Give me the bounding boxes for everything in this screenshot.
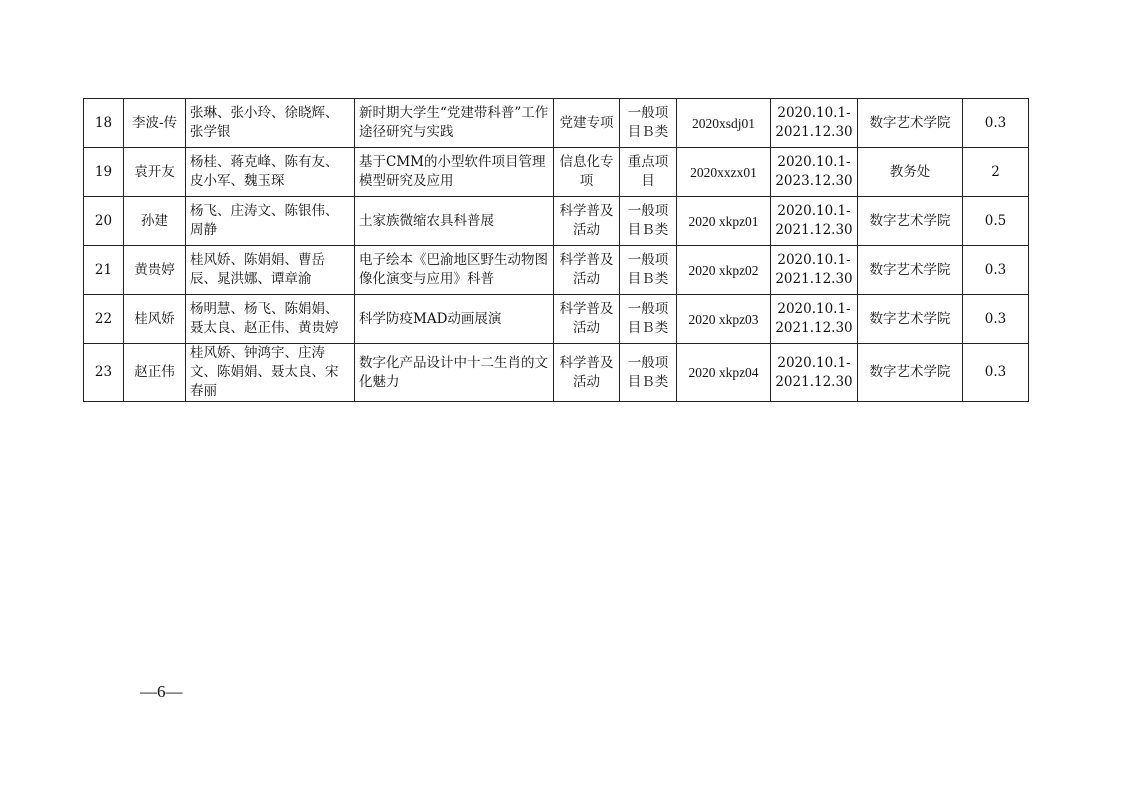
cell-level: 一般项目Ｂ类 [620,197,677,246]
cell-members: 杨明慧、杨飞、陈娟娟、聂太良、赵正伟、黄贵婷 [186,295,355,344]
cell-level: 一般项目Ｂ类 [620,246,677,295]
cell-code: 2020 xkpz04 [677,344,771,402]
cell-period: 2020.10.1-2023.12.30 [771,148,858,197]
cell-category: 信息化专项 [554,148,620,197]
cell-period: 2020.10.1-2021.12.30 [771,99,858,148]
cell-no: 19 [84,148,124,197]
cell-members: 杨桂、蒋克峰、陈有友、皮小军、魏玉琛 [186,148,355,197]
cell-unit: 数字艺术学院 [858,246,963,295]
cell-unit: 数字艺术学院 [858,344,963,402]
table-row [84,295,1029,344]
cell-period: 2020.10.1-2021.12.30 [771,344,858,402]
cell-no: 20 [84,197,124,246]
cell-members: 桂风娇、陈娟娟、曹岳辰、晁洪娜、谭章渝 [186,246,355,295]
cell-code: 2020 xkpz02 [677,246,771,295]
cell-no: 21 [84,246,124,295]
cell-funding: 0.3 [963,246,1029,295]
cell-code: 2020 xkpz03 [677,295,771,344]
cell-title: 数字化产品设计中十二生肖的文化魅力 [355,344,554,402]
cell-level: 一般项目Ｂ类 [620,99,677,148]
cell-title: 土家族微缩农具科普展 [355,197,554,246]
cell-period: 2020.10.1-2021.12.30 [771,197,858,246]
cell-title: 电子绘本《巴渝地区野生动物图像化演变与应用》科普 [355,246,554,295]
cell-funding: 0.5 [963,197,1029,246]
table-row [84,197,1029,246]
cell-level: 重点项目 [620,148,677,197]
cell-level: 一般项目Ｂ类 [620,295,677,344]
cell-code: 2020 xkpz01 [677,197,771,246]
table-row [84,344,1029,402]
cell-unit: 数字艺术学院 [858,99,963,148]
cell-leader: 袁开友 [124,148,186,197]
cell-members: 杨飞、庄涛文、陈银伟、周静 [186,197,355,246]
cell-no: 22 [84,295,124,344]
cell-title: 新时期大学生“党建带科普”工作途径研究与实践 [355,99,554,148]
cell-code: 2020xxzx01 [677,148,771,197]
table-row [84,99,1029,148]
cell-title: 基于CMM的小型软件项目管理模型研究及应用 [355,148,554,197]
cell-category: 科学普及活动 [554,295,620,344]
cell-category: 科学普及活动 [554,246,620,295]
cell-leader: 赵正伟 [124,344,186,402]
cell-members: 张琳、张小玲、徐晓辉、张学银 [186,99,355,148]
cell-leader: 桂风娇 [124,295,186,344]
cell-leader: 李波-传 [124,99,186,148]
cell-funding: 0.3 [963,295,1029,344]
table-row [84,246,1029,295]
cell-unit: 教务处 [858,148,963,197]
cell-period: 2020.10.1-2021.12.30 [771,295,858,344]
cell-no: 23 [84,344,124,402]
cell-funding: 0.3 [963,99,1029,148]
cell-funding: 0.3 [963,344,1029,402]
cell-period: 2020.10.1-2021.12.30 [771,246,858,295]
project-table [83,98,1029,402]
cell-title: 科学防疫MAD动画展演 [355,295,554,344]
cell-code: 2020xsdj01 [677,99,771,148]
page-number: —6— [140,682,183,701]
cell-leader: 孙建 [124,197,186,246]
cell-leader: 黄贵婷 [124,246,186,295]
cell-level: 一般项目Ｂ类 [620,344,677,402]
cell-funding: 2 [963,148,1029,197]
cell-no: 18 [84,99,124,148]
cell-category: 科学普及活动 [554,344,620,402]
cell-unit: 数字艺术学院 [858,295,963,344]
cell-members: 桂风娇、钟鸿宇、庄涛文、陈娟娟、聂太良、宋春丽 [186,344,355,402]
cell-category: 党建专项 [554,99,620,148]
table-row [84,148,1029,197]
cell-category: 科学普及活动 [554,197,620,246]
cell-unit: 数字艺术学院 [858,197,963,246]
